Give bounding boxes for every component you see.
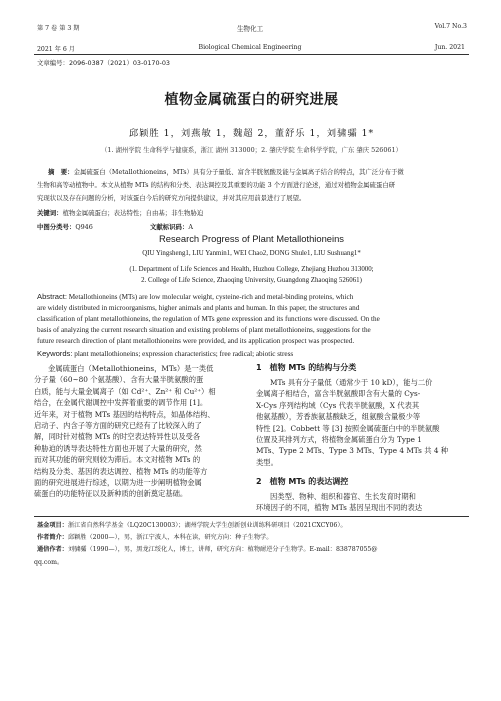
body-line: 白质，能与大量金属离子（如 Cd²⁺、Zn²⁺ 和 Cu²⁺）相 xyxy=(34,386,216,396)
document-code-label: 文献标识码： xyxy=(150,223,189,231)
footnote-text: 刘骕骦（1990—），男，黑龙江绥化人，博士，讲师，研究方向：植物耐逆分子生物学。E-mail：838787055@ xyxy=(67,546,378,554)
section-2-body xyxy=(256,491,468,514)
class-number xyxy=(37,222,93,231)
body-line: 类型。 xyxy=(256,457,278,467)
body-line: 结合，在金属代谢调控中发挥着重要的调节作用 [1]。 xyxy=(34,398,208,408)
header-journal-cn: 生物化工 xyxy=(236,25,264,33)
footnote-continuation xyxy=(34,557,469,569)
section-1-title: 1 植物 MTs 的结构与分类 xyxy=(256,363,357,372)
affiliation-en-line: (1. Department of Life Sciences and Health, Huzhou College, Zhejiang Huzhou 313000; xyxy=(129,266,374,273)
body-line: X-Cys 序列结构域（Cys 代表半胱氨酸，X 代表其 xyxy=(256,400,420,410)
body-line: 位置及其排列方式，将植物金属硫蛋白分为 Type 1 xyxy=(256,435,422,445)
body-line: 分子量（60~80 个氨基酸）、含有大量半胱氨酸的蛋 xyxy=(34,375,204,385)
header-journal-en: Biological Chemical Engineering xyxy=(198,44,302,51)
class-number-value: Q946 xyxy=(75,223,93,231)
footnote-text: 浙江省自然科学基金（LQ20C130003）；湖州学院大学生创新创业训练科研项目（2021CXCY06）。 xyxy=(67,522,347,529)
abstract-en-line: basis of analyzing the current research situation and existing problems of plant metallothioneins, suggestions for the xyxy=(37,325,371,334)
abstract-cn-line: 究现状以及存在问题的分析，对该蛋白今后的研究方向提供建议，并对其应用前景进行了展望。 xyxy=(37,194,306,203)
section-2-title: 2 植物 MTs 的表达调控 xyxy=(256,477,349,486)
document-code-value: A xyxy=(188,223,193,231)
body-line: 面的研究进展进行综述，以期为进一步阐明植物金属 xyxy=(34,478,202,488)
body-line: 环境因子的不同，植物 MTs 基因呈现出不同的表达 xyxy=(256,503,423,513)
abstract-en-line: Metallothioneins (MTs) are low molecular weight, cysteine-rich and metal-binding proteins, which xyxy=(68,293,354,301)
body-line: 金属离子相结合，富含半胱氨酸即含有大量的 Cys- xyxy=(256,389,421,399)
keywords-cn xyxy=(37,208,203,217)
keywords-en-text: plant metallothioneins; expression characteristics; free radical; abiotic stress xyxy=(74,350,294,358)
keywords-cn-text: 植物金属硫蛋白；表达特性；自由基；非生物胁迫 xyxy=(62,209,204,217)
body-line: 近年来，对于植物 MTs 基因的结构特点，如晶体结构、 xyxy=(34,409,215,419)
keywords-cn-label: 关键词： xyxy=(37,209,63,217)
body-line: 他氨基酸），芳香族氨基酸缺乏，组氨酸含量极少等 xyxy=(256,412,421,422)
body-line: 因类型、物种、组织和器官、生长发育时期和 xyxy=(270,492,416,501)
authors-cn: 邱颖胜 1，刘燕敏 1，魏超 2，董舒乐 1，刘骕骦 1* xyxy=(128,128,375,139)
keywords-en-label: Keywords: xyxy=(37,349,73,358)
footnotes xyxy=(34,520,469,569)
intro-paragraph xyxy=(34,363,247,500)
body-line: 启动子、内含子等方面的研究已经有了比较深入的了 xyxy=(34,421,202,431)
authors-en: QIU Yingsheng1, LIU Yanmin1, WEI Chao2, DONG Shule1, LIU Sushuang1* xyxy=(142,250,361,257)
footnote-label: 作者简介： xyxy=(37,534,68,542)
footnote-rule xyxy=(34,516,469,517)
affiliation-cn: （1. 湖州学院 生命科学与健康系，浙江 湖州 313000；2. 肇庆学院 生命科学学院，广东 肇庆 526061） xyxy=(101,146,402,154)
abstract-cn-label: 摘 要： xyxy=(48,168,74,176)
abstract-en-line: future research direction of plant metallothioneins were provided, and its application prospect was prospected. xyxy=(37,336,355,345)
header-date-cn: 2021 年 6 月 xyxy=(37,46,75,53)
body-line: 而对其功能的研究则较为滞后。本文对植物 MTs 的 xyxy=(34,455,201,465)
abstract-cn xyxy=(37,166,468,206)
affiliation-en-line: 2. College of Life Science, Zhaoqing University, Guangdong Zhaoqing 526061) xyxy=(141,277,362,284)
header-volume-cn: 第 7 卷 第 3 期 xyxy=(37,25,80,32)
footnote-text: qq.com。 xyxy=(34,558,64,566)
body-line: 硫蛋白的功能特征以及新种质的创新奠定基础。 xyxy=(34,489,188,499)
abstract-cn-line: 金属硫蛋白（Metallothioneins，MTs）具有分子量低、富含半胱氨酸及能与金属离子结合的特点，其广泛分布于微 xyxy=(73,168,404,176)
body-line: 种胁迫的诱导表达特性方面也开展了大量的研究，然 xyxy=(34,443,202,453)
body-line: MTs、Type 2 MTs、Type 3 MTs、Type 4 MTs 共 4 种 xyxy=(256,446,449,456)
footnote-text: 邱颖胜（2000—），男，浙江宁波人，本科在读，研究方向：种子生物学。 xyxy=(67,534,273,542)
article-number: 文章编号：2096-0387（2021）03-0170-03 xyxy=(37,59,170,67)
abstract-en-label: Abstract: xyxy=(37,292,67,301)
footnote-corresponding xyxy=(37,544,469,556)
header-volume-en: Vol.7 No.3 xyxy=(434,23,467,30)
header-date-en: Jun. 2021 xyxy=(434,44,465,51)
footnote-funding xyxy=(37,520,469,532)
footnote-label: 基金项目： xyxy=(37,522,68,529)
abstract-en-line: classification of plant metallothioneins, the regulation of MTs gene expression and its functions were discussed. On the xyxy=(37,314,380,323)
section-1-body xyxy=(256,377,468,468)
document-code xyxy=(150,222,193,231)
header-rule xyxy=(34,54,469,55)
footnote-author xyxy=(37,532,469,544)
body-line: 结构及分类、基因的表达调控、植物 MTs 的功能等方 xyxy=(34,466,208,476)
title-en: Research Progress of Plant Metallothioneins xyxy=(159,233,344,244)
body-line: 解，同时针对植物 MTs 的时空表达特异性以及受各 xyxy=(34,432,201,442)
title-cn: 植物金属硫蛋白的研究进展 xyxy=(164,92,339,108)
class-number-label: 中图分类号： xyxy=(37,223,76,231)
body-line: MTs 具有分子量低（通常少于 10 kD），能与二价 xyxy=(270,378,433,387)
abstract-en-line: are widely distributed in microorganisms, higher animals and plants and human. In this paper, the structures and xyxy=(37,303,360,312)
body-line: 金属硫蛋白（Metallothioneins，MTs）是一类低 xyxy=(48,364,214,373)
abstract-cn-line: 生物和高等动植物中。本文从植物 MTs 的结构和分类、表达调控及其重要的功能 3 个方面进行论述，通过对植物金属硫蛋白研 xyxy=(37,181,396,190)
footnote-label: 通信作者： xyxy=(37,546,68,554)
keywords-en xyxy=(37,349,293,358)
body-line: 特性 [2]。Cobbett 等 [3] 按照金属硫蛋白中的半胱氨酸 xyxy=(256,423,440,433)
affiliation-en xyxy=(34,264,469,286)
abstract-en xyxy=(37,292,468,347)
